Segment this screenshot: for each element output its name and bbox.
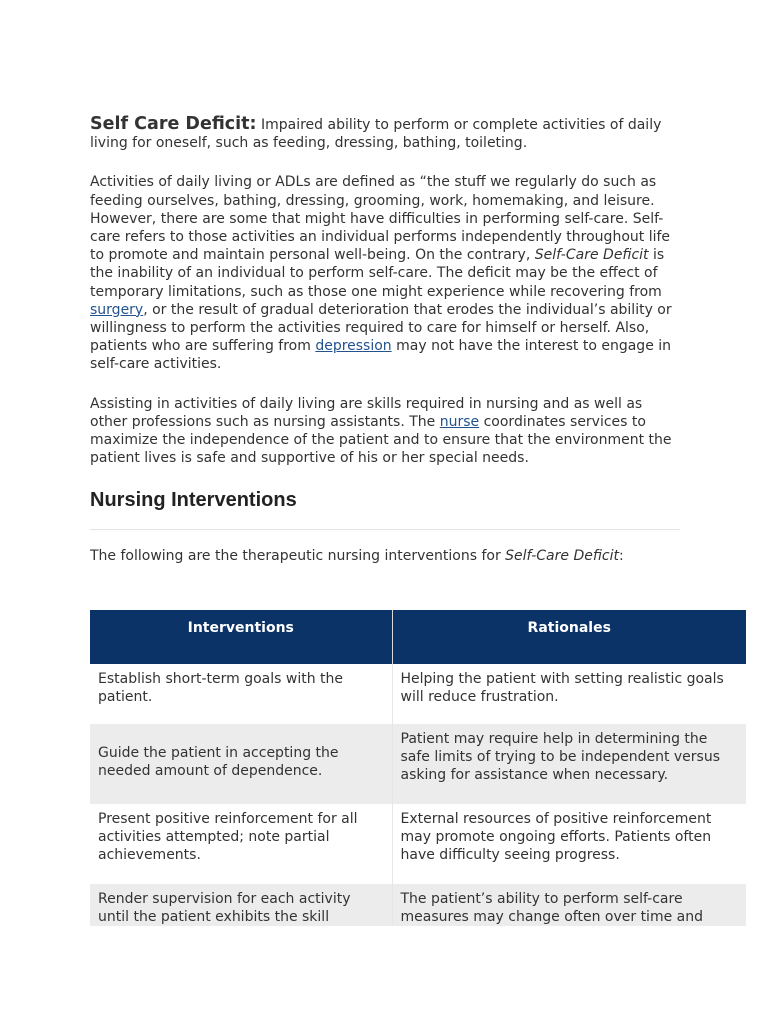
adl-text-2: is the inability of an individual to perform self-care. The deficit may be the effect of temporary limitations, such as those one might experience while recovering from (90, 247, 665, 300)
intervention-cell: Establish short-term goals with the patient. (90, 664, 392, 724)
table-row (90, 724, 746, 804)
adl-text-4: may not have the interest to engage in self-care activities. (90, 338, 672, 373)
intervention-cell: Present positive reinforcement for all activities attempted; note partial achievements. (90, 804, 392, 884)
table-header-row (90, 610, 746, 664)
rationale-cell: External resources of positive reinforcement may promote ongoing efforts. Patients often have difficulty seeing progress. (392, 804, 746, 884)
section-heading: Nursing Interventions (90, 489, 297, 512)
table-row (90, 884, 746, 926)
nurse-link[interactable]: nurse (439, 413, 480, 430)
intro-emphasis: Self-Care Deficit (505, 548, 619, 565)
intervention-cell: Guide the patient in accepting the needed amount of dependence. (90, 724, 392, 804)
assisting-text-1: Assisting in activities of daily living are skills required in nursing and as well as other professions such as nursing assistants. The (90, 395, 643, 430)
assisting-text-2: coordinates services to maximize the independence of the patient and to ensure that the environment the patient lives is safe and supportive of his or her special needs. (90, 413, 672, 467)
definition-text: Impaired ability to perform or complete activities of daily living for oneself, such as feeding, dressing, bathing, toileting. (90, 117, 662, 152)
interventions-table (90, 610, 746, 926)
rationale-cell: The patient’s ability to perform self-care measures may change often over time and (392, 884, 746, 926)
rationale-cell: Helping the patient with setting realistic goals will reduce frustration. (392, 664, 746, 724)
definition-term: Self Care Deficit: (90, 114, 257, 134)
adl-text-1: Activities of daily living or ADLs are defined as “the stuff we regularly do such as feeding ourselves, bathing, dressing, grooming, work, homemaking, and leisure. However, there are some that might have difficulties in performing self-care. Self-care refers to those activities an individual performs independently throughout life to promote and maintain personal well-being. On the contrary, (90, 174, 671, 264)
intervention-cell: Render supervision for each activity until the patient exhibits the skill (90, 884, 392, 926)
header-rationales: Rationales (392, 610, 746, 664)
table-row (90, 804, 746, 884)
rationale-cell: Patient may require help in determining the safe limits of trying to be independent versus asking for assistance when necessary. (392, 724, 746, 804)
adl-emphasis: Self-Care Deficit (534, 247, 649, 264)
header-interventions: Interventions (90, 610, 392, 664)
table-row (90, 664, 746, 724)
intro-end: : (618, 548, 624, 565)
depression-link[interactable]: depression (315, 338, 392, 355)
adl-text-3: , or the result of gradual deterioration that erodes the individual’s ability or willingness to perform the activities required to care for himself or herself. Also, patients who are suffering from (90, 301, 672, 355)
surgery-link[interactable]: surgery (90, 301, 144, 318)
intro-text: The following are the therapeutic nursing interventions for (90, 548, 506, 565)
